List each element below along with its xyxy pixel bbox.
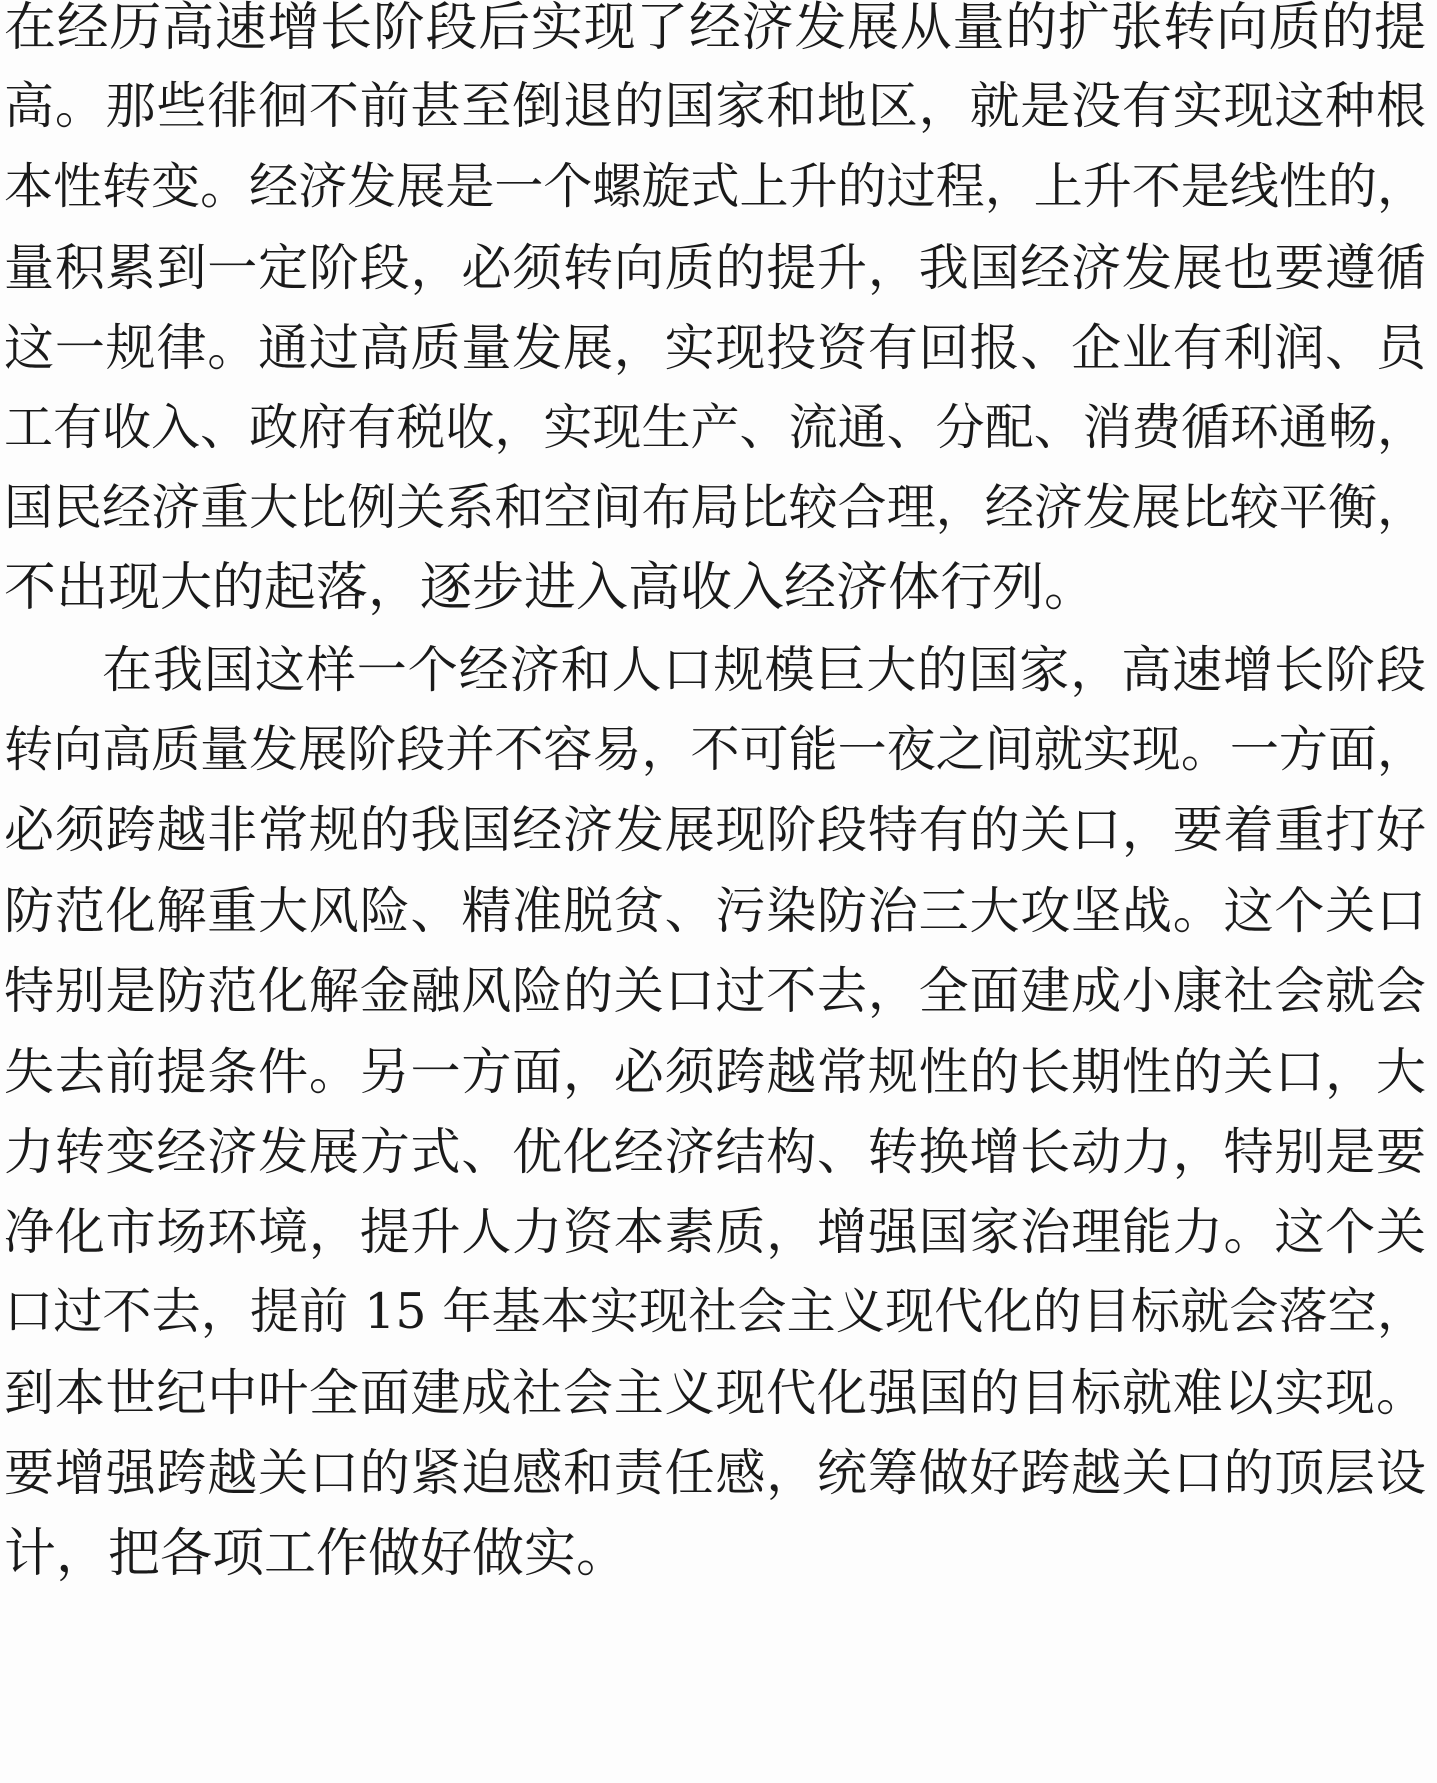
paragraph-2-line-2: 转向高质量发展阶段并不容易，不可能一夜之间就实现。一方面，	[4, 721, 1426, 778]
paragraph-2-line-8: 净化市场环境，提升人力资本素质，增强国家治理能力。这个关	[4, 1203, 1426, 1261]
paragraph-1-line-4: 量积累到一定阶段，必须转向质的提升，我国经济发展也要遵循	[4, 239, 1426, 297]
paragraph-1-line-8: 不出现大的起落，逐步进入高收入经济体行列。	[4, 558, 1097, 618]
paragraph-1-line-2: 高。那些徘徊不前甚至倒退的国家和地区，就是没有实现这种根	[4, 77, 1426, 135]
paragraph-2-line-7: 力转变经济发展方式、优化经济结构、转换增长动力，特别是要	[4, 1123, 1426, 1181]
paragraph-1-line-3: 本性转变。经济发展是一个螺旋式上升的过程，上升不是线性的，	[4, 158, 1426, 215]
paragraph-1-line-5: 这一规律。通过高质量发展，实现投资有回报、企业有利润、员	[4, 319, 1426, 377]
paragraph-2-line-4: 防范化解重大风险、精准脱贫、污染防治三大攻坚战。这个关口	[4, 882, 1426, 940]
paragraph-2-line-6: 失去前提条件。另一方面，必须跨越常规性的长期性的关口，大	[4, 1043, 1426, 1101]
paragraph-1-line-6: 工有收入、政府有税收，实现生产、流通、分配、消费循环通畅，	[4, 399, 1426, 456]
paragraph-2-line-10: 到本世纪中叶全面建成社会主义现代化强国的目标就难以实现。	[4, 1364, 1426, 1422]
paragraph-2-line-3: 必须跨越非常规的我国经济发展现阶段特有的关口，要着重打好	[4, 801, 1426, 859]
paragraph-1-line-7: 国民经济重大比例关系和空间布局比较合理，经济发展比较平衡，	[4, 479, 1426, 536]
paragraph-2-line-9: 口过不去，提前 15 年基本实现社会主义现代化的目标就会落空，	[4, 1283, 1426, 1340]
paragraph-2-line-1: 在我国这样一个经济和人口规模巨大的国家，高速增长阶段	[102, 641, 1426, 699]
paragraph-2-line-12: 计，把各项工作做好做实。	[4, 1524, 629, 1584]
paragraph-2-line-5: 特别是防范化解金融风险的关口过不去，全面建成小康社会就会	[4, 962, 1426, 1020]
paragraph-2-line-11: 要增强跨越关口的紧迫感和责任感，统筹做好跨越关口的顶层设	[4, 1444, 1426, 1502]
paragraph-1-line-1: 在经历高速增长阶段后实现了经济发展从量的扩张转向质的提	[4, 0, 1426, 58]
